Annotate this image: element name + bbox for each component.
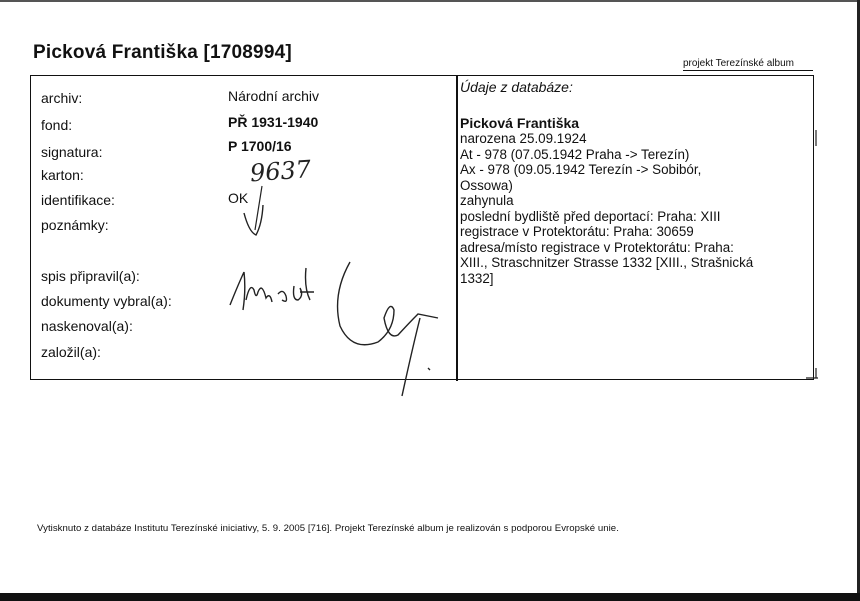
identifikace-label: identifikace: xyxy=(41,192,115,208)
record-line: 1332] xyxy=(460,270,494,286)
record-line: Ossowa) xyxy=(460,177,513,193)
record-line: zahynula xyxy=(460,193,514,208)
zalozil-label: založil(a): xyxy=(41,344,101,360)
database-heading: Údaje z databáze: xyxy=(460,79,573,95)
archiv-value: Národní archiv xyxy=(228,88,320,104)
archiv-label: archiv: xyxy=(41,90,83,106)
spis-label: spis připravil(a): xyxy=(41,268,140,284)
footer-note: Vytisknuto z databáze Institutu Terezínské iniciativy, 5. 9. 2005 [716]. Projekt Terezínské album je realizován s podporou Evropské unie. xyxy=(37,523,619,534)
person-name: Picková Františka xyxy=(460,114,580,131)
signatura-label: signatura: xyxy=(41,144,103,160)
identifikace-value: OK xyxy=(228,190,249,206)
record-line: poslední bydliště před deportací: Praha: XIII xyxy=(460,208,721,224)
dokumenty-label: dokumenty vybral(a): xyxy=(41,293,172,309)
naskenoval-label: naskenoval(a): xyxy=(41,318,133,334)
project-underline xyxy=(683,70,813,71)
record-line: At - 978 (07.05.1942 Praha -> Terezín) xyxy=(460,146,690,162)
karton-handwritten: 9637 xyxy=(249,155,312,188)
page-title: Picková Františka [1708994] xyxy=(33,42,292,63)
database-panel xyxy=(460,80,812,286)
scan-bottom-edge xyxy=(0,593,860,601)
project-label: projekt Terezínské album xyxy=(683,58,794,69)
record-line: narozena 25.09.1924 xyxy=(460,131,587,146)
record-line: XIII., Straschnitzer Strasse 1332 [XIII., Strašnická xyxy=(460,255,754,270)
column-divider xyxy=(456,75,458,381)
record-line: adresa/místo registrace v Protektorátu: Praha: xyxy=(460,239,734,255)
poznamky-label: poznámky: xyxy=(41,217,109,233)
fond-value: PŘ 1931-1940 xyxy=(228,114,319,130)
record-line: Ax - 978 (09.05.1942 Terezín -> Sobibór, xyxy=(460,162,702,177)
scan-top-edge xyxy=(0,0,860,2)
record-line: registrace v Protektorátu: Praha: 30659 xyxy=(460,224,694,239)
signatura-value: P 1700/16 xyxy=(228,138,292,154)
karton-label: karton: xyxy=(41,167,84,183)
fond-label: fond: xyxy=(41,117,73,133)
